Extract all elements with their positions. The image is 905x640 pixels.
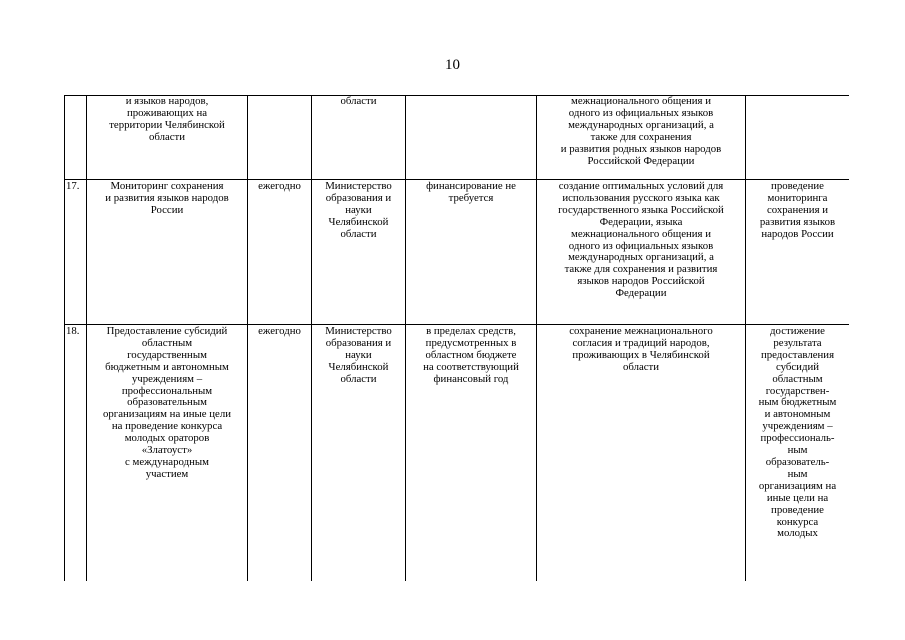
funding-cell bbox=[406, 96, 537, 180]
executor-cell: Министерство образования и науки Челябинской области bbox=[312, 180, 406, 325]
indicator-cell: проведение мониторинга сохранения и развития языков народов России bbox=[746, 180, 850, 325]
table-row bbox=[65, 96, 850, 180]
term-cell: ежегодно bbox=[248, 325, 312, 582]
result-cell: межнационального общения и одного из официальных языков международных организаций, а также для сохранения и развития родных языков народов Российской Федерации bbox=[537, 96, 746, 180]
result-cell: сохранение межнационального согласия и традиций народов, проживающих в Челябинской области bbox=[537, 325, 746, 582]
result-cell: создание оптимальных условий для использования русского языка как государственного языка Российской Федерации, языка межнационального общения и одного из официальных языков международных организаций, а также для сохранения и развития языков народов Российской Федерации bbox=[537, 180, 746, 325]
row-number-cell bbox=[65, 96, 87, 180]
executor-cell: области bbox=[312, 96, 406, 180]
term-cell bbox=[248, 96, 312, 180]
page-number: 10 bbox=[445, 57, 460, 73]
event-cell: Предоставление субсидий областным государственным бюджетным и автономным учреждениям – профессиональным образовательным организациям на иные цели на проведение конкурса молодых ораторов «Златоуст» с международным участием bbox=[87, 325, 248, 582]
table-row bbox=[65, 180, 850, 325]
table-row bbox=[65, 325, 850, 582]
indicator-cell bbox=[746, 96, 850, 180]
executor-cell: Министерство образования и науки Челябинской области bbox=[312, 325, 406, 582]
funding-cell: финансирование не требуется bbox=[406, 180, 537, 325]
event-cell: и языков народов, проживающих на территории Челябинской области bbox=[87, 96, 248, 180]
row-number-cell: 17. bbox=[65, 180, 87, 325]
event-cell: Мониторинг сохранения и развития языков народов России bbox=[87, 180, 248, 325]
plan-table bbox=[64, 95, 849, 581]
term-cell: ежегодно bbox=[248, 180, 312, 325]
plan-table-frame bbox=[64, 95, 849, 581]
indicator-cell: достижение результата предоставления субсидий областным государствен- ным бюджетным и автономным учреждениям – профессиональ- ным образователь- ным организациям на иные цели на проведение конкурса молодых bbox=[746, 325, 850, 582]
funding-cell: в пределах средств, предусмотренных в областном бюджете на соответствующий финансовый год bbox=[406, 325, 537, 582]
row-number-cell: 18. bbox=[65, 325, 87, 582]
